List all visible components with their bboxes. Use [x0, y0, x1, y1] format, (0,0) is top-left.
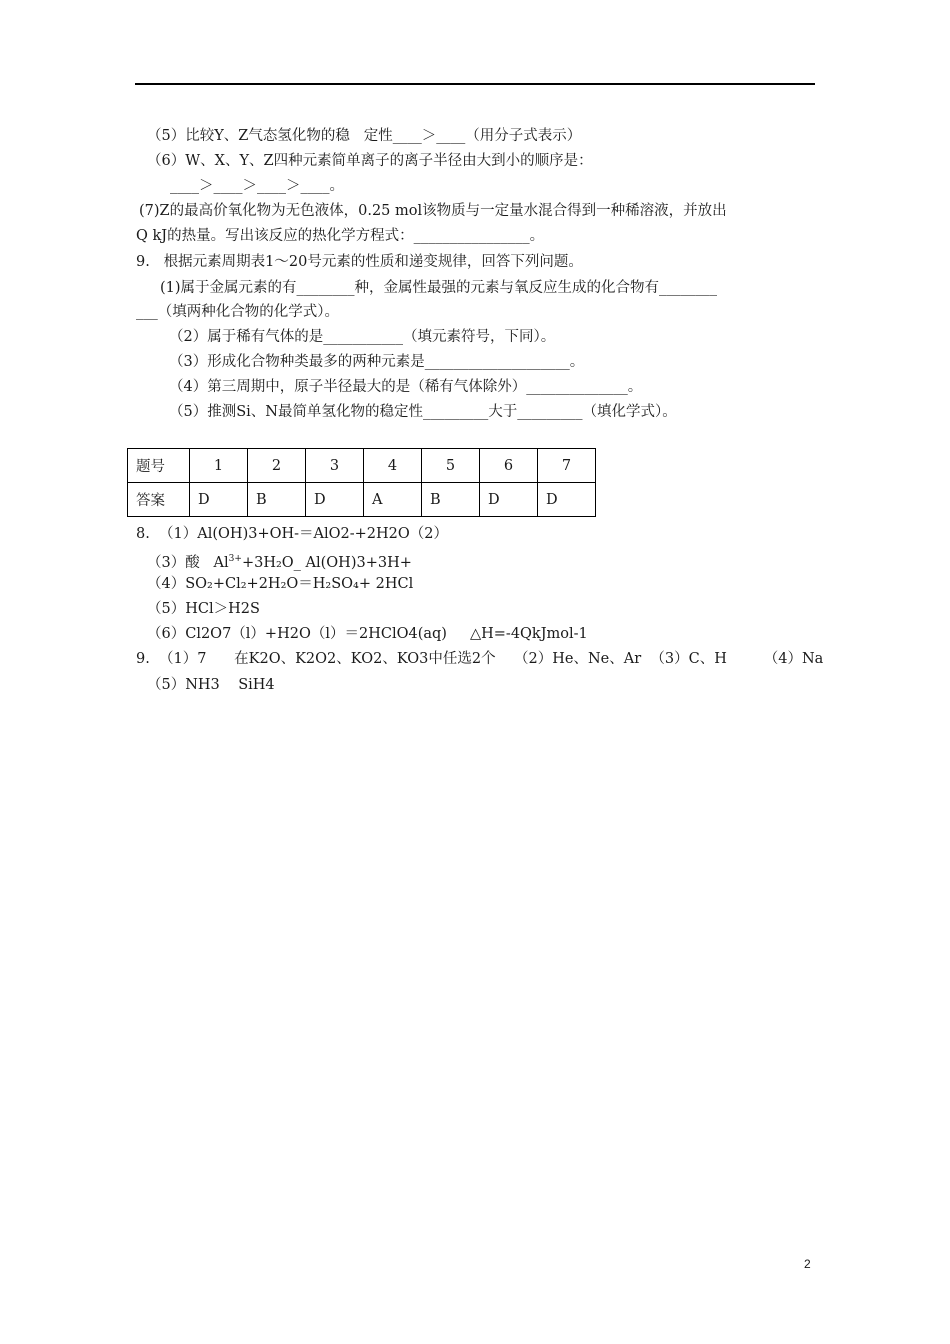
answer-8-3-sup: 3+ — [228, 554, 242, 564]
answer-table — [127, 448, 596, 517]
table-cell: B — [248, 483, 306, 517]
answer-8-1: 8. （1）Al(OH)3+OH-＝AlO2-+2H2O（2） — [136, 526, 449, 542]
question-8-7-cont: Q kJ的热量。写出该反应的热化学方程式：________________。 — [136, 228, 545, 244]
question-9-2: （2）属于稀有气体的是___________（填元素符号，下同）。 — [169, 329, 556, 345]
question-9-1-cont: ___（填两种化合物的化学式）。 — [136, 304, 339, 320]
table-cell: 4 — [364, 449, 422, 483]
answer-table-answer-row — [128, 483, 596, 517]
table-cell: D — [306, 483, 364, 517]
answer-table-header-row — [128, 449, 596, 483]
question-9-4: （4）第三周期中，原子半径最大的是（稀有气体除外）______________。 — [169, 379, 643, 395]
question-9-5: （5）推测Si、N最简单氢化物的稳定性_________大于_________（填化学式）。 — [169, 404, 677, 420]
answer-8-3-pre: （3）酸 Al — [147, 554, 229, 571]
table-cell: 3 — [306, 449, 364, 483]
table-cell: 题号 — [128, 449, 190, 483]
table-cell: 7 — [538, 449, 596, 483]
answer-9-1: 9. （1）7 在K2O、K2O2、KO2、KO3中任选2个 （2）He、Ne、Ar （3）C、H （4）Na — [136, 651, 824, 667]
page-number: 2 — [804, 1257, 811, 1271]
table-cell: 答案 — [128, 483, 190, 517]
table-cell: 2 — [248, 449, 306, 483]
question-9-1: (1)属于金属元素的有________种，金属性最强的元素与氧反应生成的化合物有________ — [160, 280, 718, 296]
table-cell: D — [480, 483, 538, 517]
question-9-title: 9. 根据元素周期表1～20号元素的性质和递变规律，回答下列问题。 — [136, 254, 583, 270]
table-cell: 1 — [190, 449, 248, 483]
table-cell: 6 — [480, 449, 538, 483]
table-cell: B — [422, 483, 480, 517]
table-cell: A — [364, 483, 422, 517]
answer-8-3-post: +3H₂O_ Al(OH)3+3H+ — [241, 554, 412, 571]
table-cell: D — [538, 483, 596, 517]
answer-8-6: （6）Cl2O7（l）+H2O（l）＝2HClO4(aq) △H=-4QkJmol-1 — [147, 626, 588, 642]
table-cell: 5 — [422, 449, 480, 483]
table-cell: D — [190, 483, 248, 517]
header-rule — [135, 83, 815, 85]
answer-8-4: （4）SO₂+Cl₂+2H₂O＝H₂SO₄+ 2HCl — [147, 576, 414, 592]
answer-9-5: （5）NH3 SiH4 — [147, 677, 275, 693]
question-9-3: （3）形成化合物种类最多的两种元素是____________________。 — [169, 354, 585, 370]
question-8-5: （5）比较Y、Z气态氢化物的稳 定性____＞____（用分子式表示） — [147, 128, 582, 144]
answer-8-3 — [147, 550, 412, 572]
question-8-6: （6）W、X、Y、Z四种元素简单离子的离子半径由大到小的顺序是： — [147, 153, 593, 169]
answer-8-5: （5）HCl＞H2S — [147, 601, 260, 617]
question-8-6-blanks: ____＞____＞____＞____。 — [170, 178, 344, 194]
question-8-7: (7)Z的最高价氧化物为无色液体，0.25 mol该物质与一定量水混合得到一种稀溶液，并放出 — [139, 203, 727, 219]
